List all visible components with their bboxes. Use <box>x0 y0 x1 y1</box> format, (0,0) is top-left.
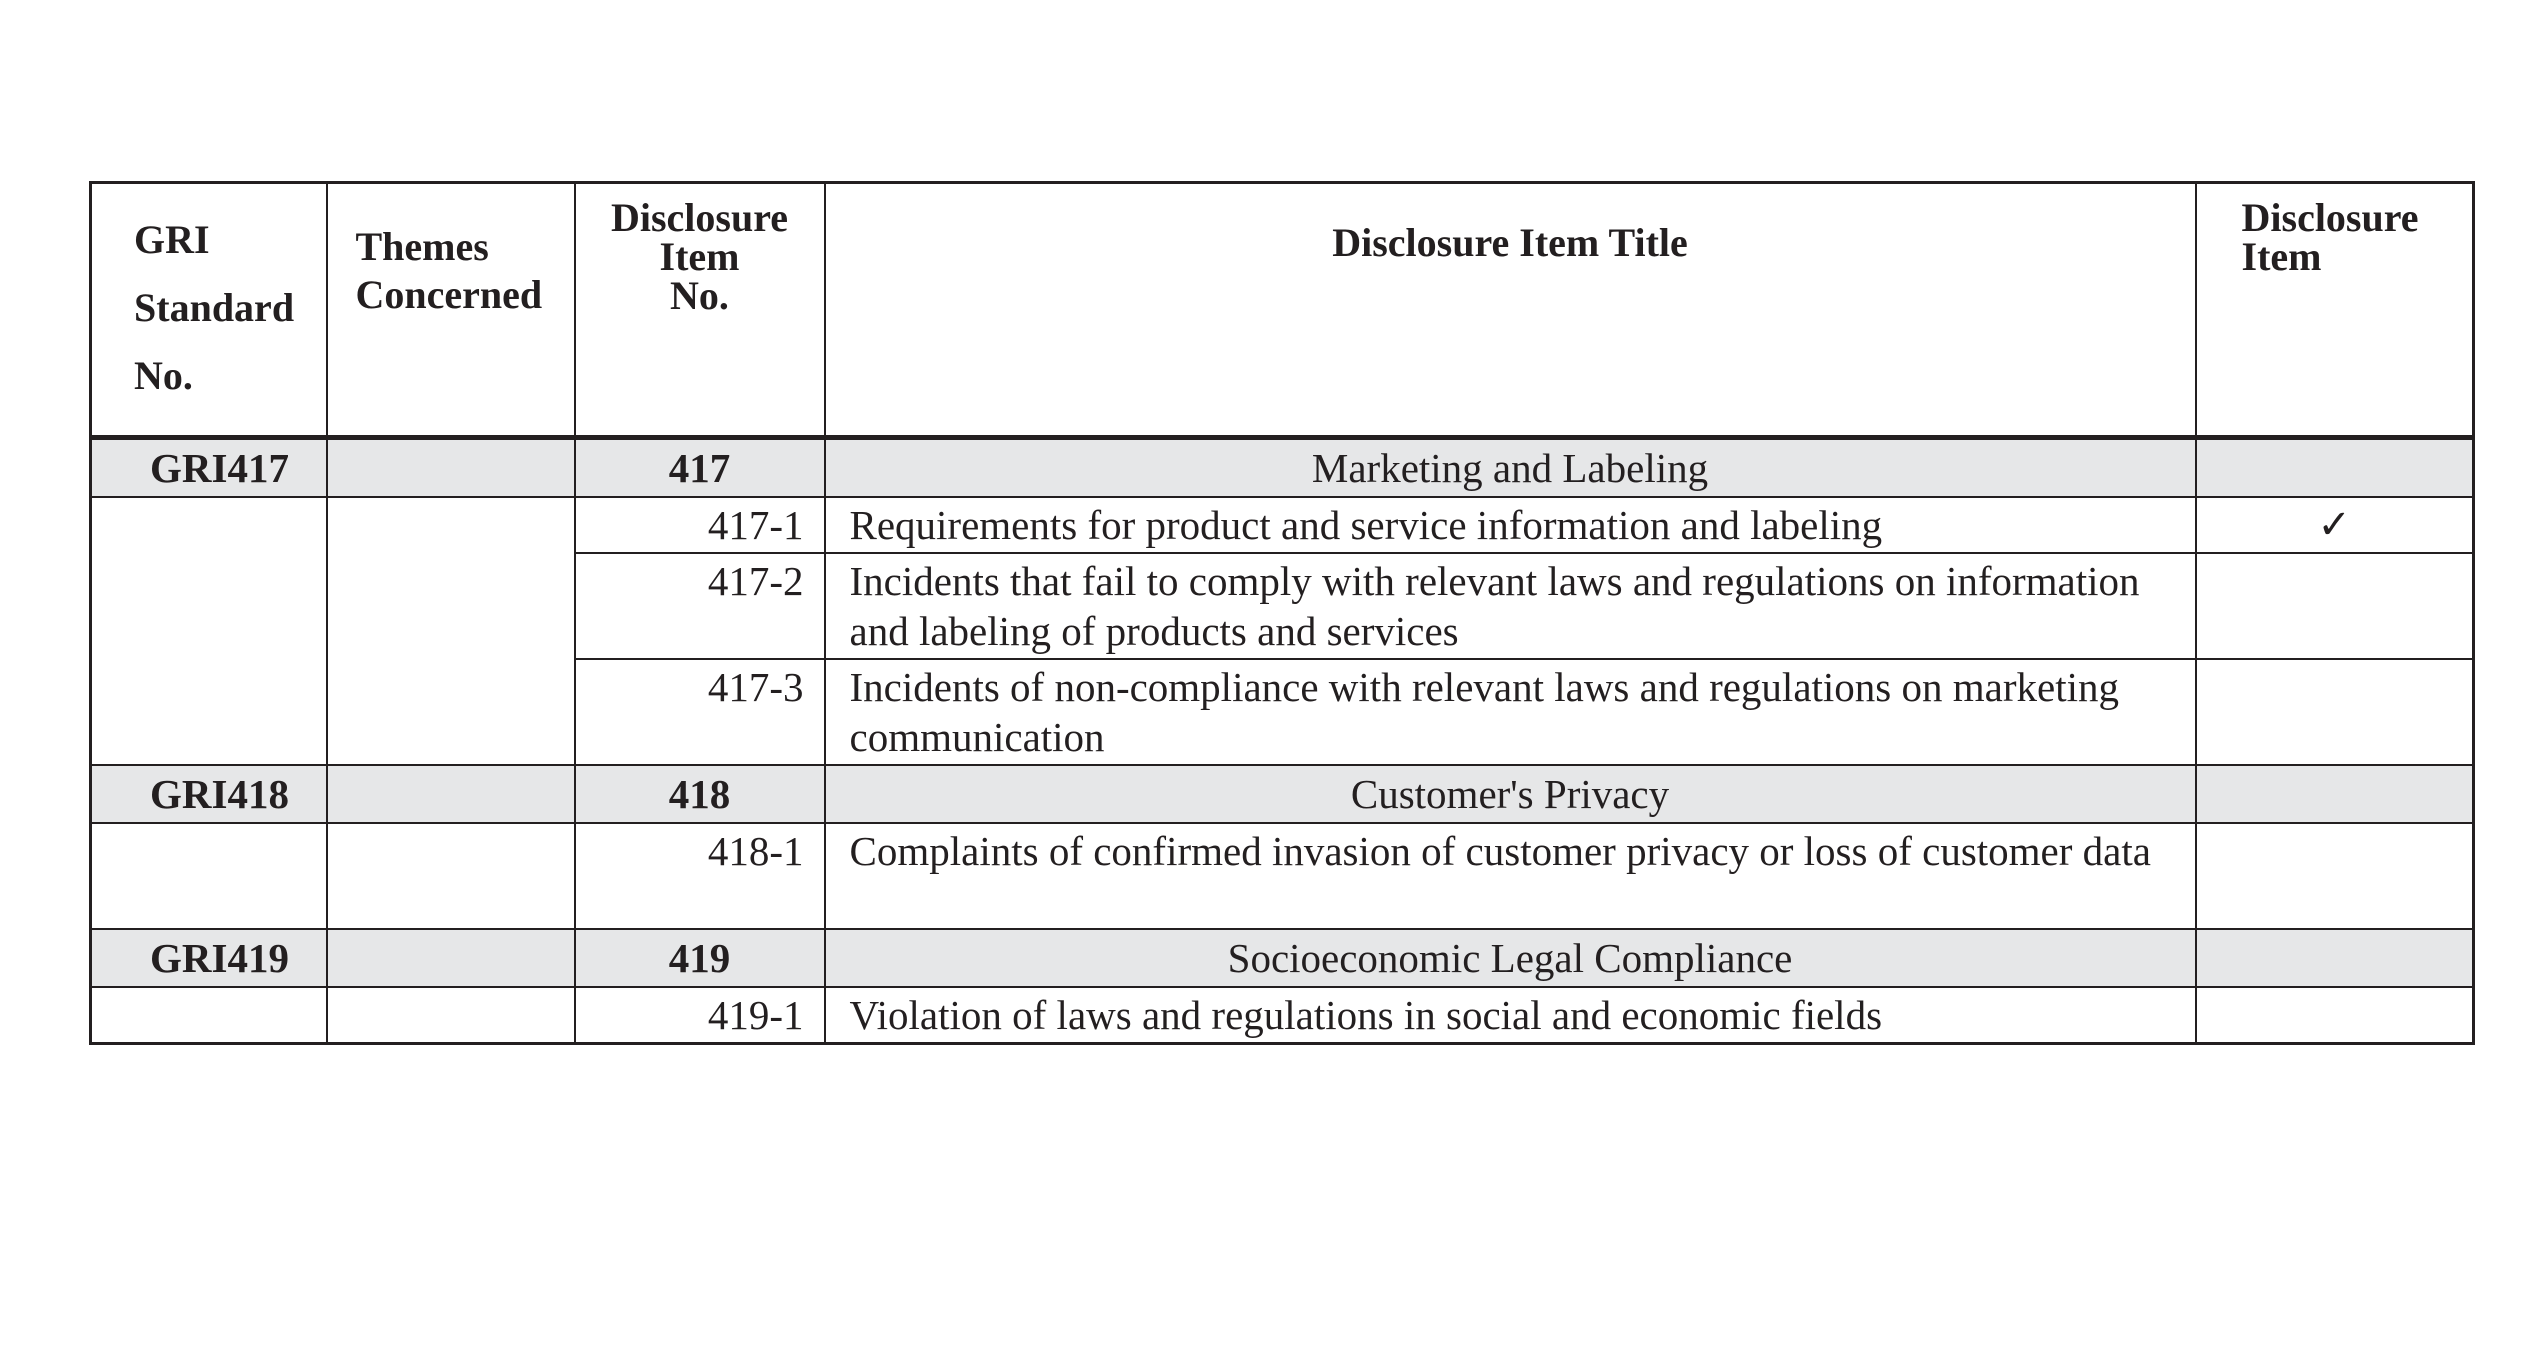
item-title: Violation of laws and regulations in social and economic fields <box>825 987 2196 1044</box>
themes-cell <box>327 497 575 765</box>
item-title: Complaints of confirmed invasion of customer privacy or loss of customer data <box>825 823 2196 929</box>
header-itemno-line-3: No. <box>670 273 729 318</box>
header-itemno-line-1: Disclosure <box>610 195 789 240</box>
group-title: Customer's Privacy <box>825 765 2196 823</box>
group-check-cell <box>2196 929 2474 987</box>
group-row-gri417 <box>91 438 2474 498</box>
header-item-line-1: Disclosure <box>2241 195 2419 240</box>
header-themes-line-2: Concerned <box>355 272 543 317</box>
group-standard: GRI418 <box>91 765 327 823</box>
group-number: 417 <box>575 438 825 498</box>
item-number: 418-1 <box>575 823 825 929</box>
item-title: Requirements for product and service information and labeling <box>825 497 2196 553</box>
group-standard: GRI419 <box>91 929 327 987</box>
check-cell <box>2196 553 2474 659</box>
item-number: 417-2 <box>575 553 825 659</box>
header-gri-line-1: GRI <box>134 217 210 262</box>
group-title: Socioeconomic Legal Compliance <box>825 929 2196 987</box>
item-title: Incidents of non-compliance with relevant laws and regulations on marketing communication <box>825 659 2196 765</box>
table-header-row <box>91 183 2474 438</box>
group-standard: GRI417 <box>91 438 327 498</box>
header-disclosure-item-title: Disclosure Item Title <box>825 183 2196 438</box>
header-gri-line-3: No. <box>134 353 193 398</box>
header-gri-line-2: Standard <box>134 285 295 330</box>
table-row <box>91 823 2474 929</box>
check-mark-icon: ✓ <box>2196 497 2474 553</box>
group-title: Marketing and Labeling <box>825 438 2196 498</box>
standard-cell <box>91 987 327 1044</box>
group-themes-cell <box>327 438 575 498</box>
item-number: 417-1 <box>575 497 825 553</box>
themes-cell <box>327 823 575 929</box>
group-number: 418 <box>575 765 825 823</box>
check-cell <box>2196 987 2474 1044</box>
check-cell <box>2196 659 2474 765</box>
group-row-gri419 <box>91 929 2474 987</box>
item-number: 419-1 <box>575 987 825 1044</box>
group-check-cell <box>2196 438 2474 498</box>
gri-disclosure-table <box>89 181 2475 1045</box>
group-themes-cell <box>327 929 575 987</box>
table-row <box>91 497 2474 553</box>
header-disclosure-item <box>2196 183 2474 438</box>
standard-cell <box>91 497 327 765</box>
item-number: 417-3 <box>575 659 825 765</box>
themes-cell <box>327 987 575 1044</box>
header-gri-standard-no <box>91 183 327 438</box>
header-themes-line-1: Themes <box>355 224 489 269</box>
standard-cell <box>91 823 327 929</box>
group-check-cell <box>2196 765 2474 823</box>
table-row <box>91 987 2474 1044</box>
header-itemno-line-2: Item <box>659 234 740 279</box>
group-themes-cell <box>327 765 575 823</box>
header-disclosure-item-no <box>575 183 825 438</box>
header-themes-concerned <box>327 183 575 438</box>
item-title: Incidents that fail to comply with relevant laws and regulations on information and labeling of products and services <box>825 553 2196 659</box>
group-row-gri418 <box>91 765 2474 823</box>
check-cell <box>2196 823 2474 929</box>
group-number: 419 <box>575 929 825 987</box>
header-item-line-2: Item <box>2241 234 2322 279</box>
